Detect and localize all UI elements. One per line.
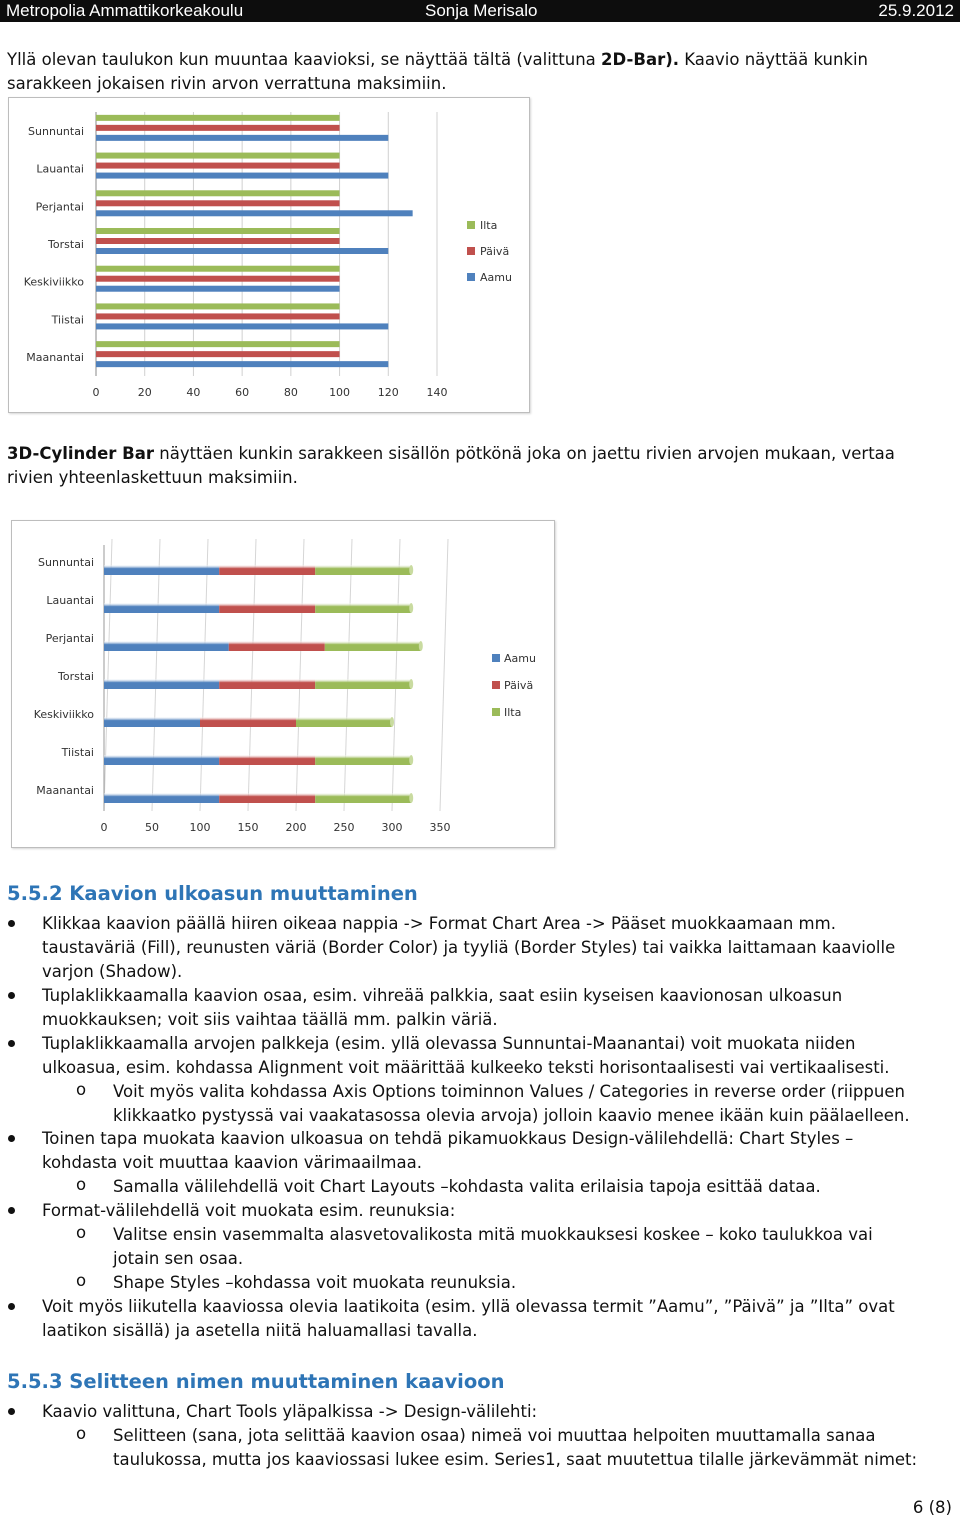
list-item-3-line-1: Tuplaklikkaamalla arvojen palkkeja (esim. yllä olevassa Sunnuntai-Maanantai) voit muokata niiden: [42, 1034, 856, 1053]
y-category-label: Tiistai: [51, 313, 84, 327]
bar-ilta: [96, 303, 340, 309]
y-category-label: Keskiviikko: [23, 275, 84, 289]
cylinder-segment-ilta: [325, 641, 421, 651]
bullet-dot: [8, 1040, 15, 1047]
list-item-1-line-3: varjon (Shadow).: [42, 962, 183, 981]
gridline: [200, 539, 208, 811]
y-category-label: Sunnuntai: [38, 556, 94, 569]
cylinder-segment-ilta: [296, 717, 392, 727]
y-category-label: Keskiviikko: [33, 708, 94, 721]
x-tick-label: 100: [189, 821, 211, 834]
legend-swatch-päivä: [492, 681, 500, 689]
cylinder-segment-aamu: [104, 679, 219, 689]
section-553-item-1: Kaavio valittuna, Chart Tools yläpalkissa -> Design-välilehti:: [42, 1402, 538, 1421]
cylinder-segment-ilta: [315, 793, 411, 803]
y-category-label: Perjantai: [35, 200, 84, 214]
cylinder-segment-päivä: [219, 603, 315, 613]
legend-swatch-ilta: [492, 708, 500, 716]
bar-aamu: [96, 323, 388, 329]
cylinder-segment-ilta: [315, 565, 411, 575]
header-date: 25.9.2012: [878, 1, 954, 20]
list-item-3-sub-1-line-1: Voit myös valita kohdassa Axis Options toiminnon Values / Categories in reverse order (riippuen: [113, 1082, 905, 1101]
gridline: [152, 539, 160, 811]
bar-ilta: [96, 228, 340, 234]
cylinder-segment-aamu: [104, 641, 229, 651]
x-tick-label: 100: [329, 386, 351, 399]
section-552-heading: 5.5.2 Kaavion ulkoasun muuttaminen: [7, 882, 418, 905]
bar-aamu: [96, 173, 388, 179]
bar-aamu: [96, 248, 388, 254]
x-tick-label: 80: [283, 386, 298, 399]
cylinder-segment-aamu: [104, 717, 200, 727]
list-item-2-line-1: Tuplaklikkaamalla kaavion osaa, esim. vihreää palkkia, saat esiin kyseisen kaavionosan ulkoasun: [42, 986, 843, 1005]
cylinder-segment-päivä: [219, 565, 315, 575]
sub-marker: o: [76, 1223, 87, 1242]
x-tick-label: 50: [145, 821, 159, 834]
sub-marker: o: [76, 1080, 87, 1099]
legend-swatch-päivä: [467, 247, 475, 255]
x-tick-label: 40: [186, 386, 201, 399]
legend-swatch-aamu: [492, 654, 500, 662]
cylinder-segment-päivä: [200, 717, 296, 727]
bar-aamu: [96, 361, 388, 367]
bar-päivä: [96, 163, 340, 169]
bar-päivä: [96, 351, 340, 357]
list-item-5-sub-1-line-1: Valitse ensin vasemmalta alasvetovalikosta mitä muokkauksesi koskee – koko taulukkoa vai: [113, 1225, 873, 1244]
intro-text-c: Kaavio näyttää kunkin: [679, 50, 869, 69]
para2-text: näyttäen kunkin sarakkeen sisällön pötkönä joka on jaettu rivien arvojen mukaan, vertaa: [154, 444, 895, 463]
gridline: [248, 539, 256, 811]
bar-päivä: [96, 276, 340, 282]
cylinder-end-cap: [409, 603, 413, 613]
bullet-dot: [8, 1135, 15, 1142]
cylinder-segment-ilta: [315, 755, 411, 765]
legend-swatch-aamu: [467, 273, 475, 281]
bar-ilta: [96, 190, 340, 196]
y-category-label: Torstai: [58, 670, 94, 683]
bar-päivä: [96, 313, 340, 319]
cylinder-segment-aamu: [104, 755, 219, 765]
bar-chart-2d[interactable]: [8, 97, 530, 413]
list-item-4-sub-1: Samalla välilehdellä voit Chart Layouts –kohdasta valita erilaisia tapoja esittää dataa.: [113, 1177, 821, 1196]
y-category-label: Sunnuntai: [28, 124, 84, 138]
legend-label: Ilta: [504, 706, 522, 719]
cylinder-segment-päivä: [219, 679, 315, 689]
cylinder-segment-päivä: [219, 755, 315, 765]
bullet-dot: [8, 1207, 15, 1214]
gridline: [392, 539, 400, 811]
cylinder-segment-aamu: [104, 565, 219, 575]
list-item-6-line-1: Voit myös liikutella kaaviossa olevia laatikoita (esim. yllä olevassa termit ”Aamu”, ”Päivä” ja ”Ilta” ovat: [42, 1297, 895, 1316]
y-category-label: Maanantai: [36, 784, 94, 797]
x-tick-label: 60: [235, 386, 250, 399]
bar-aamu: [96, 286, 340, 292]
cylinder-bar-chart-3d[interactable]: [11, 520, 555, 848]
legend-label: Ilta: [480, 219, 498, 232]
gridline: [104, 539, 112, 811]
bar-päivä: [96, 125, 340, 131]
y-category-label: Torstai: [48, 238, 84, 251]
section-553-sub-1-line-2: taulukossa, mutta jos kaaviossasi lukee esim. Series1, saat muutettua tilalle järkevämmät nimet:: [113, 1450, 918, 1469]
y-category-label: Perjantai: [45, 632, 94, 645]
cylinder-segment-päivä: [229, 641, 325, 651]
page-number: 6 (8): [912, 1498, 952, 1517]
bar-päivä: [96, 200, 340, 206]
cylinder-segment-ilta: [315, 603, 411, 613]
list-item-5: Format-välilehdellä voit muokata esim. reunuksia:: [42, 1201, 456, 1220]
x-tick-label: 140: [426, 386, 448, 399]
cylinder-bar-chart-3d-svg: [12, 521, 556, 849]
legend-label: Päivä: [480, 245, 510, 258]
list-item-1-line-2: taustaväriä (Fill), reunusten väriä (Border Color) ja tyyliä (Border Styles) tai vaikka laittamaan kaaviolle: [42, 938, 896, 957]
gridline: [440, 539, 448, 811]
gridline: [344, 539, 352, 811]
sub-marker: o: [76, 1175, 87, 1194]
legend-swatch-ilta: [467, 221, 475, 229]
list-item-5-sub-1-line-2: jotain sen osaa.: [113, 1249, 244, 1268]
x-tick-label: 250: [333, 821, 355, 834]
header-author: Sonja Merisalo: [425, 1, 538, 20]
x-tick-label: 20: [137, 386, 152, 399]
bullet-dot: [8, 1303, 15, 1310]
bar-ilta: [96, 266, 340, 272]
intro-text-a: Yllä olevan taulukon kun muuntaa kaavioksi, se näyttää tältä (valittuna: [7, 50, 602, 69]
cylinder-end-cap: [409, 793, 413, 803]
y-category-label: Lauantai: [36, 162, 84, 176]
sub-marker: o: [76, 1424, 87, 1443]
cylinder-end-cap: [409, 679, 413, 689]
list-item-4-line-1: Toinen tapa muokata kaavion ulkoasua on tehdä pikamuokkaus Design-välilehdellä: Chart Styles –: [42, 1129, 854, 1148]
y-category-label: Maanantai: [26, 351, 84, 365]
bullet-dot: [8, 1408, 15, 1415]
bar-ilta: [96, 115, 340, 121]
cylinder-end-cap: [409, 755, 413, 765]
y-category-label: Tiistai: [61, 746, 94, 759]
cylinder-segment-aamu: [104, 793, 219, 803]
list-item-3-line-2: ulkoasua, esim. kohdassa Alignment voit määrittää kulkeeko teksti horisontaalisesti vai vertikaalisesti.: [42, 1058, 890, 1077]
section-553-sub-1-line-1: Selitteen (sana, jota selittää kaavion osaa) nimeä voi muuttaa helpoiten muuttamalla sanaa: [113, 1426, 876, 1445]
cylinder-end-cap: [419, 641, 423, 651]
list-item-5-sub-2: Shape Styles –kohdassa voit muokata reunuksia.: [113, 1273, 517, 1292]
section-553-heading: 5.5.3 Selitteen nimen muuttaminen kaavioon: [7, 1370, 505, 1393]
intro-line-2: sarakkeen jokaisen rivin arvon verrattuna maksimiin.: [7, 74, 447, 93]
header-organization: Metropolia Ammattikorkeakoulu: [6, 1, 244, 20]
gridline: [296, 539, 304, 811]
list-item-1-line-1: Klikkaa kaavion päällä hiiren oikeaa nappia -> Format Chart Area -> Pääset muokkaamaan mm.: [42, 914, 836, 933]
bullet-dot: [8, 920, 15, 927]
list-item-2-line-2: muokkauksen; voit siis vaihtaa täällä mm. palkin väriä.: [42, 1010, 498, 1029]
page-header: [0, 0, 960, 22]
para2-line-2: rivien yhteenlaskettuun maksimiin.: [7, 468, 298, 487]
y-category-label: Lauantai: [46, 594, 94, 607]
intro-bold: 2D-Bar).: [601, 50, 680, 69]
list-item-4-line-2: kohdasta voit muuttaa kaavion värimaailmaa.: [42, 1153, 422, 1172]
sub-marker: o: [76, 1271, 87, 1290]
list-item-3-sub-1-line-2: klikkaatko pystyssä vai vaakatasossa olevia arvoja) jolloin kaavio menee ikään kuin päälaelleen.: [113, 1106, 910, 1125]
cylinder-segment-ilta: [315, 679, 411, 689]
legend-label: Aamu: [504, 652, 536, 665]
bar-aamu: [96, 210, 413, 216]
bar-ilta: [96, 341, 340, 347]
intro-line-1: [7, 48, 868, 72]
para2-line-1: [7, 442, 895, 466]
x-tick-label: 0: [100, 821, 108, 834]
x-tick-label: 150: [237, 821, 259, 834]
bar-päivä: [96, 238, 340, 244]
bar-chart-2d-svg: [9, 98, 531, 414]
bullet-dot: [8, 992, 15, 999]
cylinder-end-cap: [409, 565, 413, 575]
x-tick-label: 350: [429, 821, 451, 834]
x-tick-label: 0: [92, 386, 100, 399]
cylinder-segment-aamu: [104, 603, 219, 613]
list-item-6-line-2: laatikon sisällä) ja asetella niitä haluamallasi tavalla.: [42, 1321, 478, 1340]
bar-ilta: [96, 153, 340, 159]
para2-bold: 3D-Cylinder Bar: [7, 444, 154, 463]
legend-label: Aamu: [480, 271, 512, 284]
cylinder-segment-päivä: [219, 793, 315, 803]
legend-label: Päivä: [504, 679, 534, 692]
x-tick-label: 200: [285, 821, 307, 834]
cylinder-end-cap: [390, 717, 394, 727]
x-tick-label: 300: [381, 821, 403, 834]
bar-aamu: [96, 135, 388, 141]
x-tick-label: 120: [377, 386, 399, 399]
